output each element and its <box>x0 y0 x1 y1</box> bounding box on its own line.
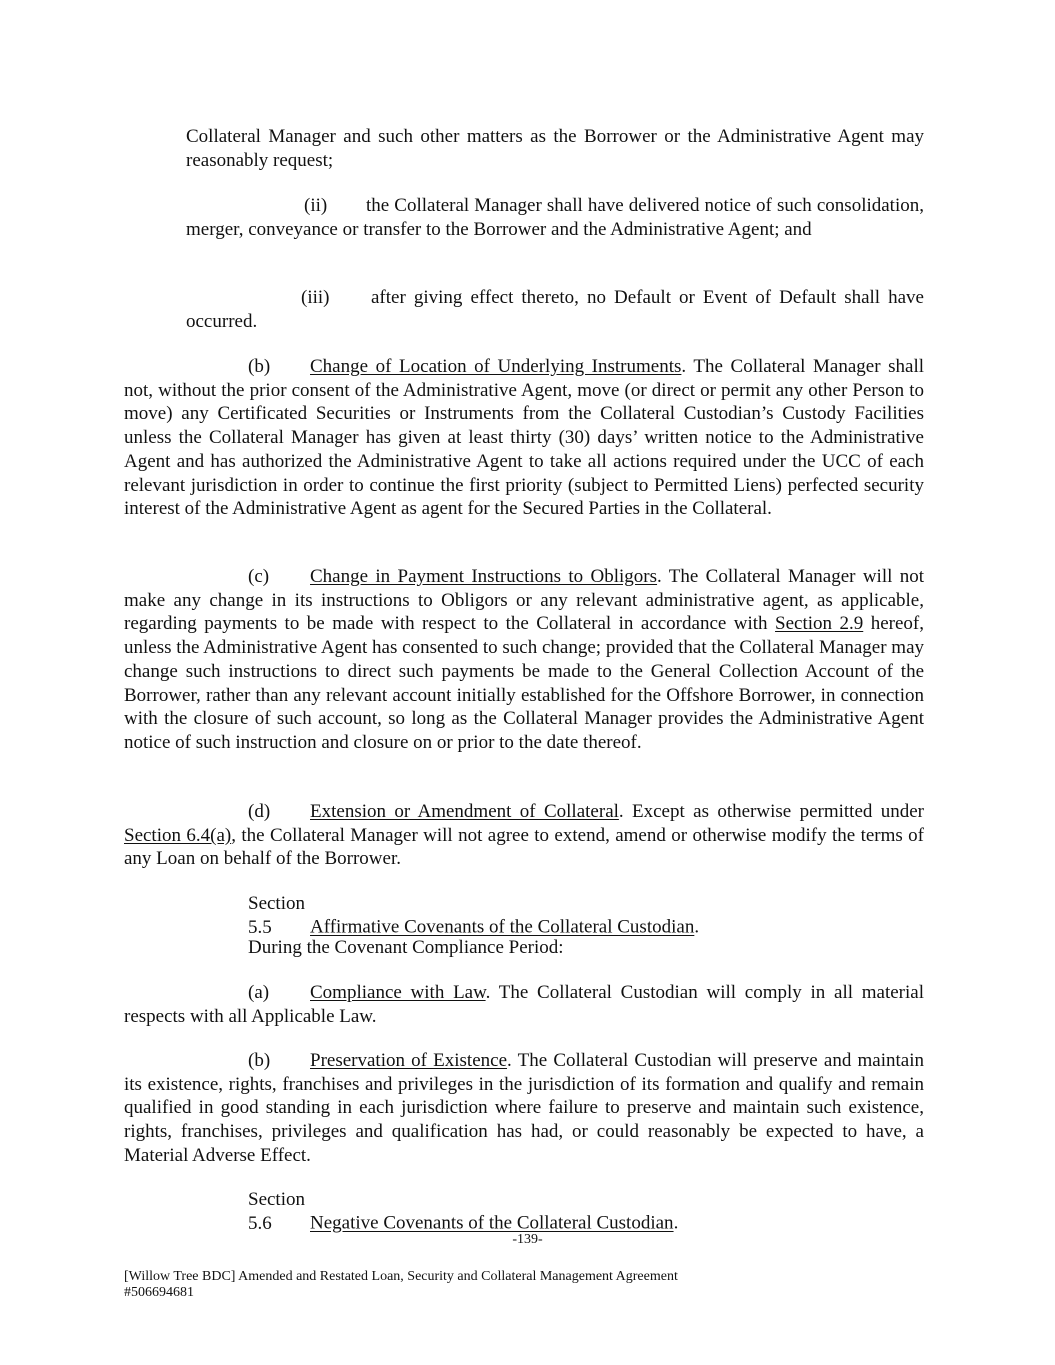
intro-text: During the Covenant Compliance Period: <box>248 937 564 958</box>
clause-text: . The Collateral Custodian will comply in all material respects with all Applicable Law. <box>124 982 924 1027</box>
clause-text: , the Collateral Manager will not agree to extend, amend or otherwise modify the terms of any Loan on behalf of the Borrower. <box>124 824 924 870</box>
clause-d-extension <box>124 800 924 871</box>
clause-heading: Preservation of Existence <box>310 1050 508 1071</box>
clause-label: (b) <box>248 1050 271 1071</box>
section-title: Negative Covenants of the Collateral Custodian <box>310 1212 674 1234</box>
clause-text: . The Collateral Custodian will preserve and maintain its existence, rights, franchises and privileges in the jurisdiction of its formation and qualify and remain qualified in good standing in each jurisdiction where failure to preserve and maintain such existence, rights, franchises, privileges and qualification has had, or could reasonably be expected to have, a Material Adverse Effect. <box>124 1050 924 1166</box>
clause-number: (ii) <box>304 195 328 216</box>
section-number: Section 5.5 <box>248 893 305 938</box>
clause-heading: Change of Location of Underlying Instruments <box>310 356 682 377</box>
clause-c-payment-instructions <box>124 565 924 755</box>
clause-a-compliance <box>124 981 924 1028</box>
clause-heading: Change in Payment Instructions to Obligors <box>310 566 658 587</box>
paragraph-text: Collateral Manager and such other matters as the Borrower or the Administrative Agent may reasonably request; <box>186 126 924 171</box>
clause-label: (b) <box>248 356 271 377</box>
document-footer <box>124 1269 924 1301</box>
clause-label: (a) <box>248 982 270 1003</box>
clause-b-change-of-location <box>124 355 924 521</box>
clause-text: . Except as otherwise permitted under <box>618 801 925 822</box>
clause-text: the Collateral Manager shall have delivered notice of such consolidation, merger, conveyance or transfer to the Borrower and the Administrative Agent; and <box>186 195 924 240</box>
clause-ii <box>186 194 924 241</box>
section-title: Affirmative Covenants of the Collateral Custodian <box>310 916 695 938</box>
section-reference-link[interactable]: Section 6.4(a) <box>124 824 232 846</box>
clause-heading: Extension or Amendment of Collateral <box>310 801 619 822</box>
covenant-period-intro <box>124 936 924 960</box>
footer-doc-id: #506694681 <box>124 1285 194 1300</box>
clause-iii <box>186 286 924 333</box>
clause-b-preservation <box>124 1049 924 1168</box>
section-number: Section 5.6 <box>248 1189 305 1234</box>
page-number: -139- <box>512 1232 543 1247</box>
section-reference-link[interactable]: Section 2.9 <box>775 613 864 635</box>
clause-text: . The Collateral Manager shall not, without the prior consent of the Administrative Agent, move (or direct or permit any other Person to move) any Certificated Securities or Instruments from the Collateral Custodian’s Custody Facilities unless the Collateral Manager has given at least thirty (30) days’ written notice to the Administrative Agent and has authorized the Administrative Agent to take all actions required under the UCC of each relevant jurisdiction in order to continue the first priority (subject to Permitted Liens) perfected security interest of the Administrative Agent as agent for the Secured Parties in the Collateral. <box>124 356 925 520</box>
paragraph-continuation <box>186 125 924 172</box>
clause-text: hereof, unless the Administrative Agent has consented to such change; provided that the Collateral Manager may change such instructions to direct such payments be made to the General Collection Account of the Borrower, rather than any relevant account initially established for the Offshore Borrower, in connection with the closure of such account, so long as the Collateral Manager provides the Administrative Agent notice of such instruction and closure on or prior to the date thereof. <box>124 613 924 753</box>
clause-label: (c) <box>248 566 270 587</box>
clause-heading: Compliance with Law <box>310 982 486 1003</box>
clause-text: after giving effect thereto, no Default or Event of Default shall have occurred. <box>186 287 924 332</box>
footer-title: [Willow Tree BDC] Amended and Restated Loan, Security and Collateral Management Agreement <box>124 1269 678 1284</box>
section-5-6-heading: Section 5.6 Negative Covenants of the Collateral Custodian. <box>248 1189 679 1234</box>
clause-number: (iii) <box>301 287 330 308</box>
clause-label: (d) <box>248 801 271 822</box>
section-5-5-heading: Section 5.5 Affirmative Covenants of the Collateral Custodian. <box>248 893 700 938</box>
clause-text: . The Collateral Manager will not make any change in its instructions to Obligors or any relevant administrative agent, as applicable, regarding payments to be made with respect to the Collateral in accordance with <box>124 566 924 635</box>
